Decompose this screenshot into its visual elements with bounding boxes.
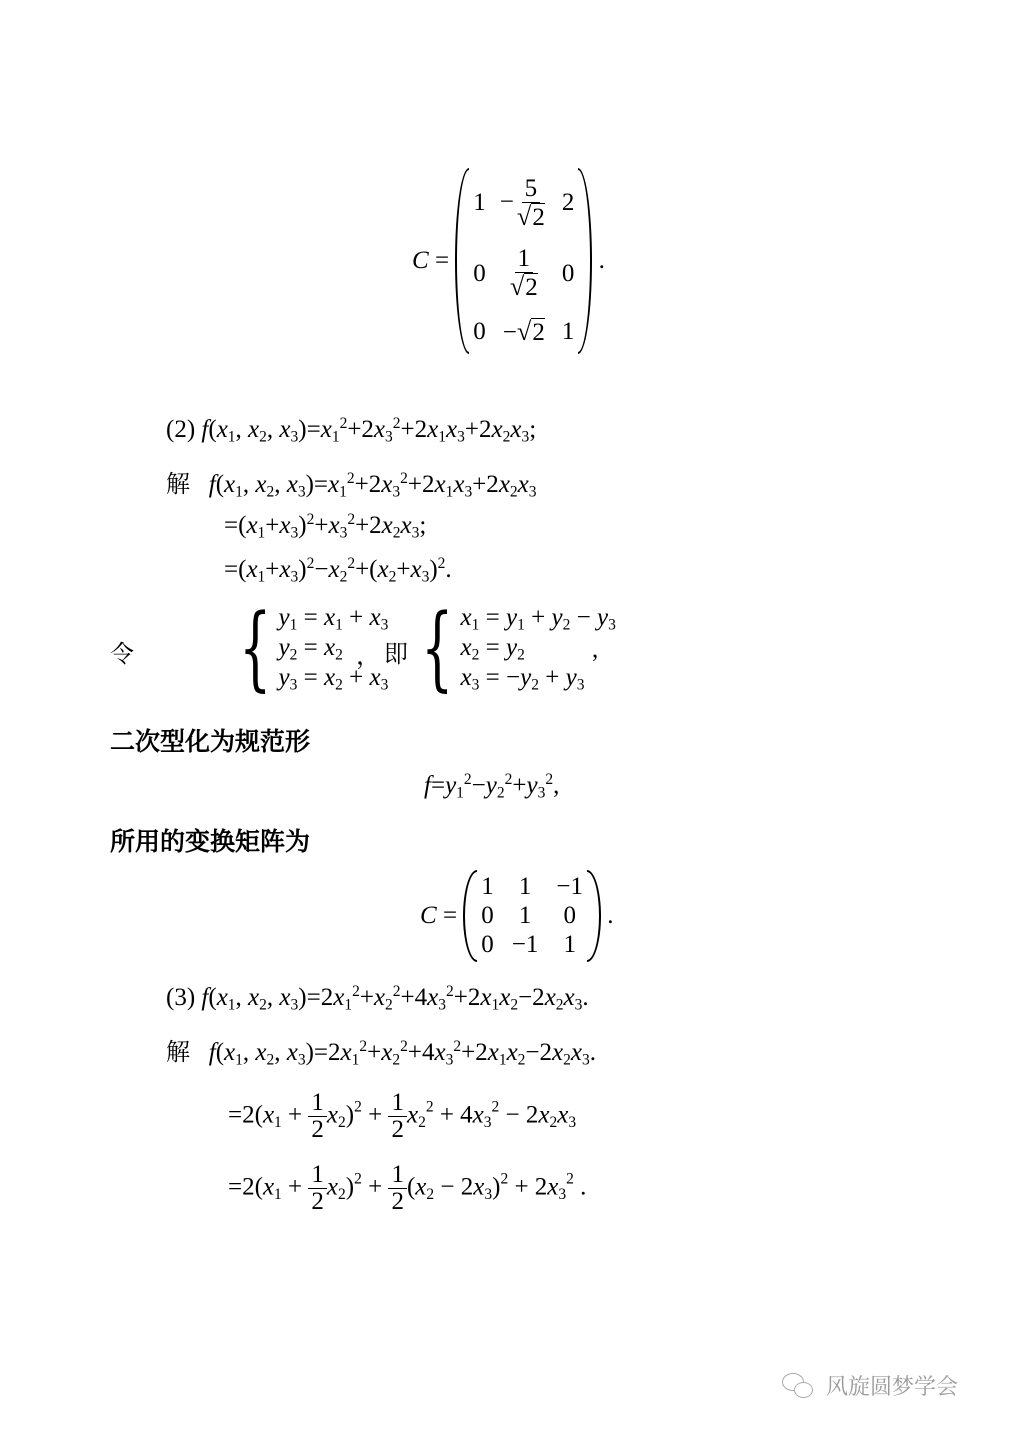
matrix-cell: − $\frac{5}{√2}$ (499, 174, 545, 231)
matrix-cell: 1 (473, 189, 486, 217)
matrix-cell: 0 (561, 259, 575, 287)
canonical-form: $f=y_1^2-y_2^2+y_3^2$, (424, 770, 560, 802)
comma: ， (356, 643, 382, 670)
let-label: 令 (110, 640, 134, 668)
comma: , (592, 636, 599, 663)
matrix-c-1 (412, 168, 605, 354)
brace-icon: { (421, 594, 454, 701)
problem3-step2: $=2(x_1$ + $\frac{1}{2}$ $x_2)^2$ + $\frac{1}{2}$ $x_2^2 + 4x_3^2 - 2x_2x_3$ (228, 1089, 577, 1144)
matrix-body (455, 168, 592, 354)
left-paren (463, 870, 477, 962)
problem3-step3: $=2(x_1$ + $\frac{1}{2}$ $x_2)^2$ + $\frac{1}{2}$ $(x_2 - 2x_3)^2 + 2x_3^2$ . (228, 1161, 587, 1216)
ie-label: 即 (384, 640, 408, 668)
right-paren (587, 870, 601, 962)
matrix-cell: $\frac{1}{√2}$ (509, 245, 538, 302)
period: . (598, 247, 605, 274)
matrix-cell: −√2 (502, 316, 545, 346)
matrix-grid (469, 168, 578, 354)
problem2-solution-line1: 解 $f(x_1$, $x_2$, $x_3)=x_1^2+2x_3^2+2x_1x_3+2x_2x_3$ (166, 469, 537, 501)
solution-label: 解 (166, 470, 190, 498)
problem3-solution-line1: 解 $f(x_1$, $x_2$, $x_3)=2x_1^2+x_2^2+4x_3^2+2x_1x_2-2x_2x_3$. (166, 1037, 596, 1069)
substitution-system-2: { $x_1 = y_1 + y_2 - y_3$ $x_2 = y_2$ $x_3 = -y_2 + y_3$ (421, 594, 616, 701)
watermark (782, 1370, 958, 1401)
problem3-statement: (3) $f(x_1$, $x_2$, $x_3)=2x_1^2+x_2^2+4x_3^2+2x_1x_2-2x_2x_3$. (166, 982, 589, 1014)
matrix-lhs: C = (412, 247, 450, 274)
matrix-cell: 2 (561, 189, 575, 217)
matrix-grid: 1 1 −1 0 1 0 0 −1 1 (481, 872, 584, 959)
problem2-statement: (2) $f(x_1$, $x_2$, $x_3)=x_1^2+2x_3^2+2x_1x_3+2x_2x_3$; (166, 414, 537, 446)
brace-icon: { (239, 594, 272, 701)
matrix-c-2: C = 1 1 −1 0 1 0 0 −1 1 . (420, 870, 614, 962)
matrix-cell: 1 (561, 317, 575, 345)
canonical-form-text: 二次型化为规范形 (110, 727, 311, 756)
solution-label: 解 (166, 1038, 190, 1066)
wechat-icon (782, 1373, 816, 1399)
problem2-step3: $=(x_1+x_3)^2-x_2^2+(x_2+x_3)^2$. (224, 554, 452, 586)
watermark-text: 风旋圆梦学会 (826, 1375, 959, 1400)
matrix-cell: 0 (473, 259, 486, 287)
left-paren (455, 168, 469, 354)
problem2-step2: $=(x_1+x_3)^2+x_3^2+2x_2x_3$; (224, 510, 427, 542)
right-paren (578, 168, 592, 354)
substitution-system-1: { $y_1 = x_1 + x_3$ $y_2 = x_2$ $y_3 = x_2 + x_3$ (239, 594, 389, 701)
transform-matrix-text: 所用的变换矩阵为 (110, 827, 311, 856)
matrix-cell: 0 (473, 317, 486, 345)
matrix-body (463, 870, 601, 962)
